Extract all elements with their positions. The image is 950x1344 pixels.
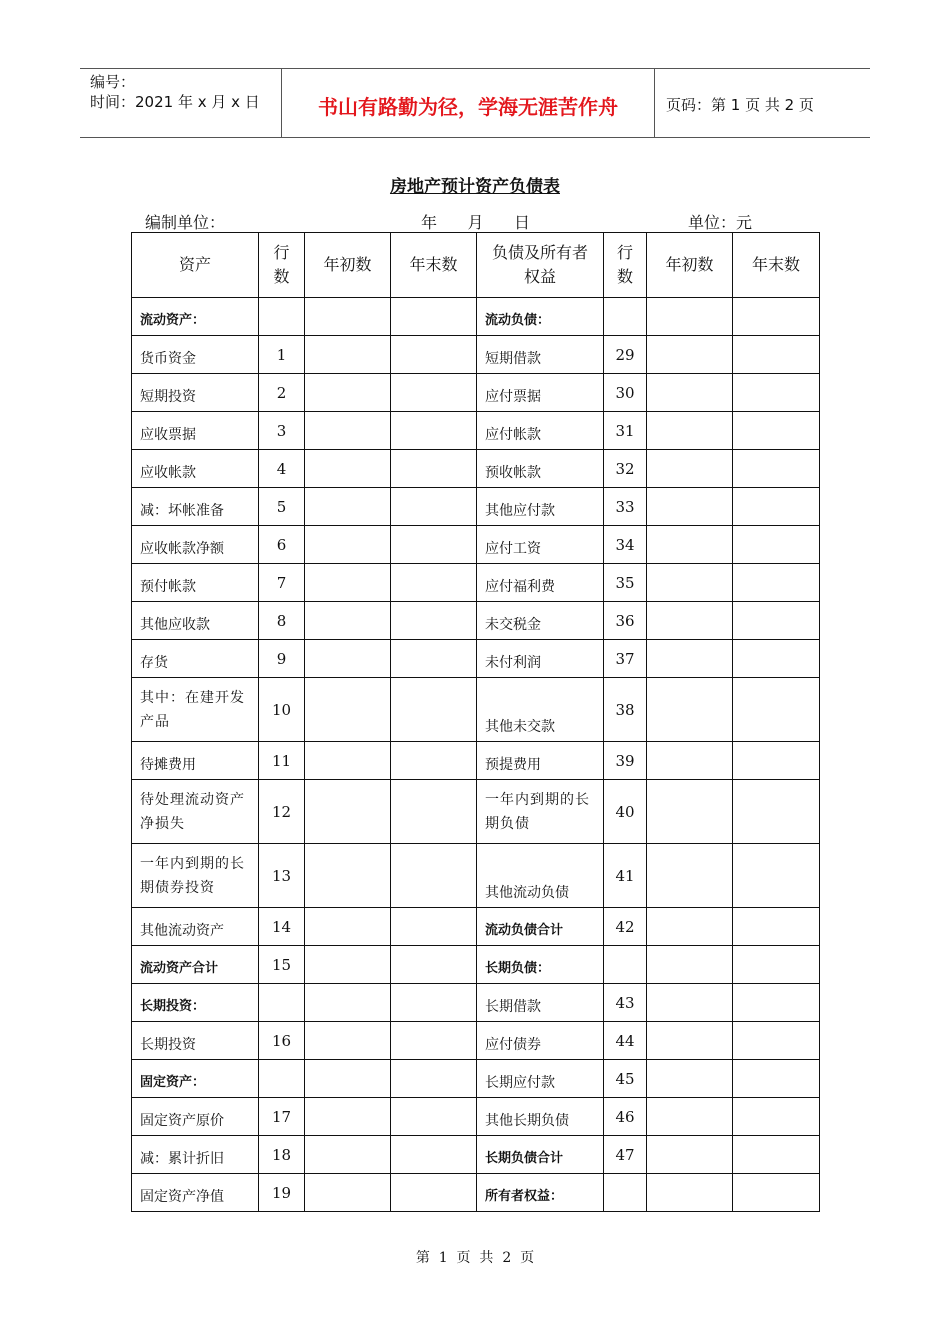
liability-closing-balance — [733, 298, 820, 336]
asset-line-number: 5 — [259, 488, 305, 526]
asset-line-number: 4 — [259, 450, 305, 488]
asset-name: 减：累计折旧 — [132, 1136, 259, 1174]
asset-line-number: 19 — [259, 1174, 305, 1212]
asset-name: 一年内到期的长期债券投资 — [132, 844, 259, 908]
liability-opening-balance — [647, 908, 733, 946]
liability-line-number: 43 — [604, 984, 647, 1022]
asset-opening-balance — [305, 1136, 391, 1174]
page-footer: 第 1 页 共 2 页 — [415, 1250, 535, 1266]
liability-line-number: 34 — [604, 526, 647, 564]
document-title: 房地产预计资产负债表 — [390, 177, 560, 197]
header-asset-opening: 年初数 — [305, 233, 391, 298]
table-row — [132, 984, 820, 1022]
liability-name: 未交税金 — [477, 602, 604, 640]
liability-name: 其他未交款 — [477, 678, 604, 742]
asset-line-number: 14 — [259, 908, 305, 946]
header-liability-line-no: 行数 — [604, 233, 647, 298]
asset-opening-balance — [305, 412, 391, 450]
asset-closing-balance — [391, 780, 477, 844]
liability-line-number: 29 — [604, 336, 647, 374]
asset-name: 其他应收款 — [132, 602, 259, 640]
liability-name: 流动负债合计 — [477, 908, 604, 946]
liability-line-number: 47 — [604, 1136, 647, 1174]
liability-closing-balance — [733, 1136, 820, 1174]
liability-closing-balance — [733, 984, 820, 1022]
asset-line-number — [259, 1060, 305, 1098]
liability-opening-balance — [647, 984, 733, 1022]
asset-opening-balance — [305, 336, 391, 374]
asset-closing-balance — [391, 1136, 477, 1174]
liability-name: 所有者权益： — [477, 1174, 604, 1212]
liability-name: 未付利润 — [477, 640, 604, 678]
liability-opening-balance — [647, 1098, 733, 1136]
table-row — [132, 1022, 820, 1060]
asset-opening-balance — [305, 602, 391, 640]
liability-line-number — [604, 946, 647, 984]
liability-name: 预收帐款 — [477, 450, 604, 488]
asset-closing-balance — [391, 374, 477, 412]
currency-unit-label: 单位：元 — [688, 213, 753, 232]
document-time-label: 时间：2021 年 x 月 x 日 — [90, 93, 260, 111]
liability-closing-balance — [733, 780, 820, 844]
table-row — [132, 298, 820, 336]
page-info: 页码：第 1 页 共 2 页 — [666, 96, 814, 114]
asset-closing-balance — [391, 1174, 477, 1212]
asset-line-number: 18 — [259, 1136, 305, 1174]
table-row — [132, 374, 820, 412]
asset-line-number: 9 — [259, 640, 305, 678]
table-row — [132, 908, 820, 946]
asset-name: 其他流动资产 — [132, 908, 259, 946]
table-row — [132, 602, 820, 640]
liability-opening-balance — [647, 1136, 733, 1174]
liability-name: 应付福利费 — [477, 564, 604, 602]
liability-line-number: 37 — [604, 640, 647, 678]
header-info-cell — [80, 69, 282, 137]
asset-closing-balance — [391, 742, 477, 780]
liability-name: 一年内到期的长期负债 — [477, 780, 604, 844]
asset-line-number: 12 — [259, 780, 305, 844]
document-number-label: 编号： — [90, 73, 136, 91]
liability-closing-balance — [733, 602, 820, 640]
asset-name: 待摊费用 — [132, 742, 259, 780]
asset-line-number: 16 — [259, 1022, 305, 1060]
liability-opening-balance — [647, 780, 733, 844]
table-row — [132, 780, 820, 844]
liability-opening-balance — [647, 564, 733, 602]
liability-closing-balance — [733, 1022, 820, 1060]
liability-line-number: 30 — [604, 374, 647, 412]
asset-line-number: 17 — [259, 1098, 305, 1136]
liability-closing-balance — [733, 844, 820, 908]
table-row — [132, 1060, 820, 1098]
liability-opening-balance — [647, 946, 733, 984]
liability-line-number: 38 — [604, 678, 647, 742]
liability-name: 应付债券 — [477, 1022, 604, 1060]
asset-closing-balance — [391, 298, 477, 336]
table-row — [132, 1098, 820, 1136]
asset-closing-balance — [391, 564, 477, 602]
liability-closing-balance — [733, 526, 820, 564]
asset-name: 应收帐款 — [132, 450, 259, 488]
asset-closing-balance — [391, 844, 477, 908]
asset-opening-balance — [305, 678, 391, 742]
asset-closing-balance — [391, 336, 477, 374]
asset-line-number — [259, 298, 305, 336]
liability-line-number: 40 — [604, 780, 647, 844]
liability-line-number: 35 — [604, 564, 647, 602]
asset-closing-balance — [391, 984, 477, 1022]
balance-sheet-table — [131, 232, 820, 1212]
liability-line-number: 44 — [604, 1022, 647, 1060]
table-row — [132, 678, 820, 742]
table-row — [132, 640, 820, 678]
liability-opening-balance — [647, 602, 733, 640]
liability-line-number: 42 — [604, 908, 647, 946]
asset-opening-balance — [305, 1060, 391, 1098]
asset-closing-balance — [391, 602, 477, 640]
asset-opening-balance — [305, 742, 391, 780]
liability-closing-balance — [733, 908, 820, 946]
liability-opening-balance — [647, 336, 733, 374]
asset-line-number: 11 — [259, 742, 305, 780]
table-header-row — [132, 233, 820, 298]
liability-line-number: 31 — [604, 412, 647, 450]
asset-name: 长期投资： — [132, 984, 259, 1022]
asset-name: 待处理流动资产净损失 — [132, 780, 259, 844]
liability-closing-balance — [733, 336, 820, 374]
asset-line-number: 13 — [259, 844, 305, 908]
liability-opening-balance — [647, 1060, 733, 1098]
asset-name: 流动资产： — [132, 298, 259, 336]
liability-closing-balance — [733, 640, 820, 678]
asset-opening-balance — [305, 844, 391, 908]
asset-closing-balance — [391, 908, 477, 946]
liability-closing-balance — [733, 412, 820, 450]
liability-name: 预提费用 — [477, 742, 604, 780]
asset-closing-balance — [391, 1022, 477, 1060]
liability-closing-balance — [733, 946, 820, 984]
liability-name: 其他应付款 — [477, 488, 604, 526]
liability-opening-balance — [647, 412, 733, 450]
table-row — [132, 564, 820, 602]
liability-line-number: 32 — [604, 450, 647, 488]
asset-closing-balance — [391, 488, 477, 526]
liability-opening-balance — [647, 450, 733, 488]
liability-name: 短期借款 — [477, 336, 604, 374]
asset-name: 应收票据 — [132, 412, 259, 450]
liability-line-number: 41 — [604, 844, 647, 908]
liability-opening-balance — [647, 678, 733, 742]
asset-opening-balance — [305, 374, 391, 412]
asset-opening-balance — [305, 488, 391, 526]
liability-line-number — [604, 1174, 647, 1212]
header-liability-opening: 年初数 — [647, 233, 733, 298]
asset-opening-balance — [305, 984, 391, 1022]
table-row — [132, 946, 820, 984]
asset-name: 流动资产合计 — [132, 946, 259, 984]
liability-closing-balance — [733, 1060, 820, 1098]
liability-closing-balance — [733, 678, 820, 742]
asset-line-number: 2 — [259, 374, 305, 412]
asset-opening-balance — [305, 780, 391, 844]
liability-opening-balance — [647, 1022, 733, 1060]
asset-opening-balance — [305, 450, 391, 488]
table-row — [132, 742, 820, 780]
header-assets: 资产 — [132, 233, 259, 298]
liability-line-number: 39 — [604, 742, 647, 780]
asset-opening-balance — [305, 526, 391, 564]
asset-opening-balance — [305, 564, 391, 602]
date-label: 年 月 日 — [421, 213, 531, 232]
asset-closing-balance — [391, 1060, 477, 1098]
table-row — [132, 412, 820, 450]
liability-name: 其他流动负债 — [477, 844, 604, 908]
asset-opening-balance — [305, 640, 391, 678]
asset-closing-balance — [391, 412, 477, 450]
asset-name: 其中：在建开发产品 — [132, 678, 259, 742]
liability-name: 长期负债： — [477, 946, 604, 984]
liability-line-number: 46 — [604, 1098, 647, 1136]
asset-name: 长期投资 — [132, 1022, 259, 1060]
asset-closing-balance — [391, 1098, 477, 1136]
asset-line-number: 15 — [259, 946, 305, 984]
liability-opening-balance — [647, 488, 733, 526]
liability-name: 其他长期负债 — [477, 1098, 604, 1136]
asset-name: 货币资金 — [132, 336, 259, 374]
liability-closing-balance — [733, 742, 820, 780]
asset-opening-balance — [305, 298, 391, 336]
liability-closing-balance — [733, 374, 820, 412]
asset-line-number: 1 — [259, 336, 305, 374]
asset-opening-balance — [305, 1098, 391, 1136]
asset-opening-balance — [305, 908, 391, 946]
header-liabilities-equity: 负债及所有者权益 — [477, 233, 604, 298]
asset-closing-balance — [391, 640, 477, 678]
liability-line-number: 33 — [604, 488, 647, 526]
liability-closing-balance — [733, 1098, 820, 1136]
table-row — [132, 526, 820, 564]
header-page-cell — [656, 69, 870, 137]
liability-opening-balance — [647, 374, 733, 412]
liability-name: 流动负债： — [477, 298, 604, 336]
asset-opening-balance — [305, 1022, 391, 1060]
motto-text: 书山有路勤为径，学海无涯苦作舟 — [318, 95, 618, 119]
table-row — [132, 1174, 820, 1212]
asset-name: 固定资产： — [132, 1060, 259, 1098]
header-asset-closing: 年末数 — [391, 233, 477, 298]
liability-opening-balance — [647, 298, 733, 336]
table-row — [132, 450, 820, 488]
compiling-unit-label: 编制单位： — [145, 213, 226, 232]
liability-opening-balance — [647, 742, 733, 780]
asset-line-number: 7 — [259, 564, 305, 602]
liability-opening-balance — [647, 526, 733, 564]
asset-line-number: 6 — [259, 526, 305, 564]
liability-closing-balance — [733, 1174, 820, 1212]
liability-line-number — [604, 298, 647, 336]
liability-name: 应付工资 — [477, 526, 604, 564]
liability-name: 长期负债合计 — [477, 1136, 604, 1174]
asset-line-number — [259, 984, 305, 1022]
asset-closing-balance — [391, 450, 477, 488]
liability-line-number: 45 — [604, 1060, 647, 1098]
table-row — [132, 336, 820, 374]
liability-name: 应付帐款 — [477, 412, 604, 450]
asset-closing-balance — [391, 526, 477, 564]
header-liability-closing: 年末数 — [733, 233, 820, 298]
liability-name: 应付票据 — [477, 374, 604, 412]
asset-name: 应收帐款净额 — [132, 526, 259, 564]
asset-line-number: 10 — [259, 678, 305, 742]
page-header — [80, 68, 870, 138]
liability-line-number: 36 — [604, 602, 647, 640]
liability-name: 长期借款 — [477, 984, 604, 1022]
asset-opening-balance — [305, 946, 391, 984]
header-motto-cell — [282, 69, 655, 137]
asset-name: 预付帐款 — [132, 564, 259, 602]
asset-name: 固定资产净值 — [132, 1174, 259, 1212]
asset-opening-balance — [305, 1174, 391, 1212]
liability-opening-balance — [647, 1174, 733, 1212]
asset-name: 短期投资 — [132, 374, 259, 412]
asset-name: 固定资产原价 — [132, 1098, 259, 1136]
asset-closing-balance — [391, 678, 477, 742]
liability-closing-balance — [733, 564, 820, 602]
table-row — [132, 488, 820, 526]
liability-name: 长期应付款 — [477, 1060, 604, 1098]
asset-name: 存货 — [132, 640, 259, 678]
liability-opening-balance — [647, 640, 733, 678]
liability-opening-balance — [647, 844, 733, 908]
asset-line-number: 8 — [259, 602, 305, 640]
table-row — [132, 1136, 820, 1174]
liability-closing-balance — [733, 450, 820, 488]
header-asset-line-no: 行数 — [259, 233, 305, 298]
asset-name: 减：坏帐准备 — [132, 488, 259, 526]
liability-closing-balance — [733, 488, 820, 526]
table-row — [132, 844, 820, 908]
asset-line-number: 3 — [259, 412, 305, 450]
asset-closing-balance — [391, 946, 477, 984]
